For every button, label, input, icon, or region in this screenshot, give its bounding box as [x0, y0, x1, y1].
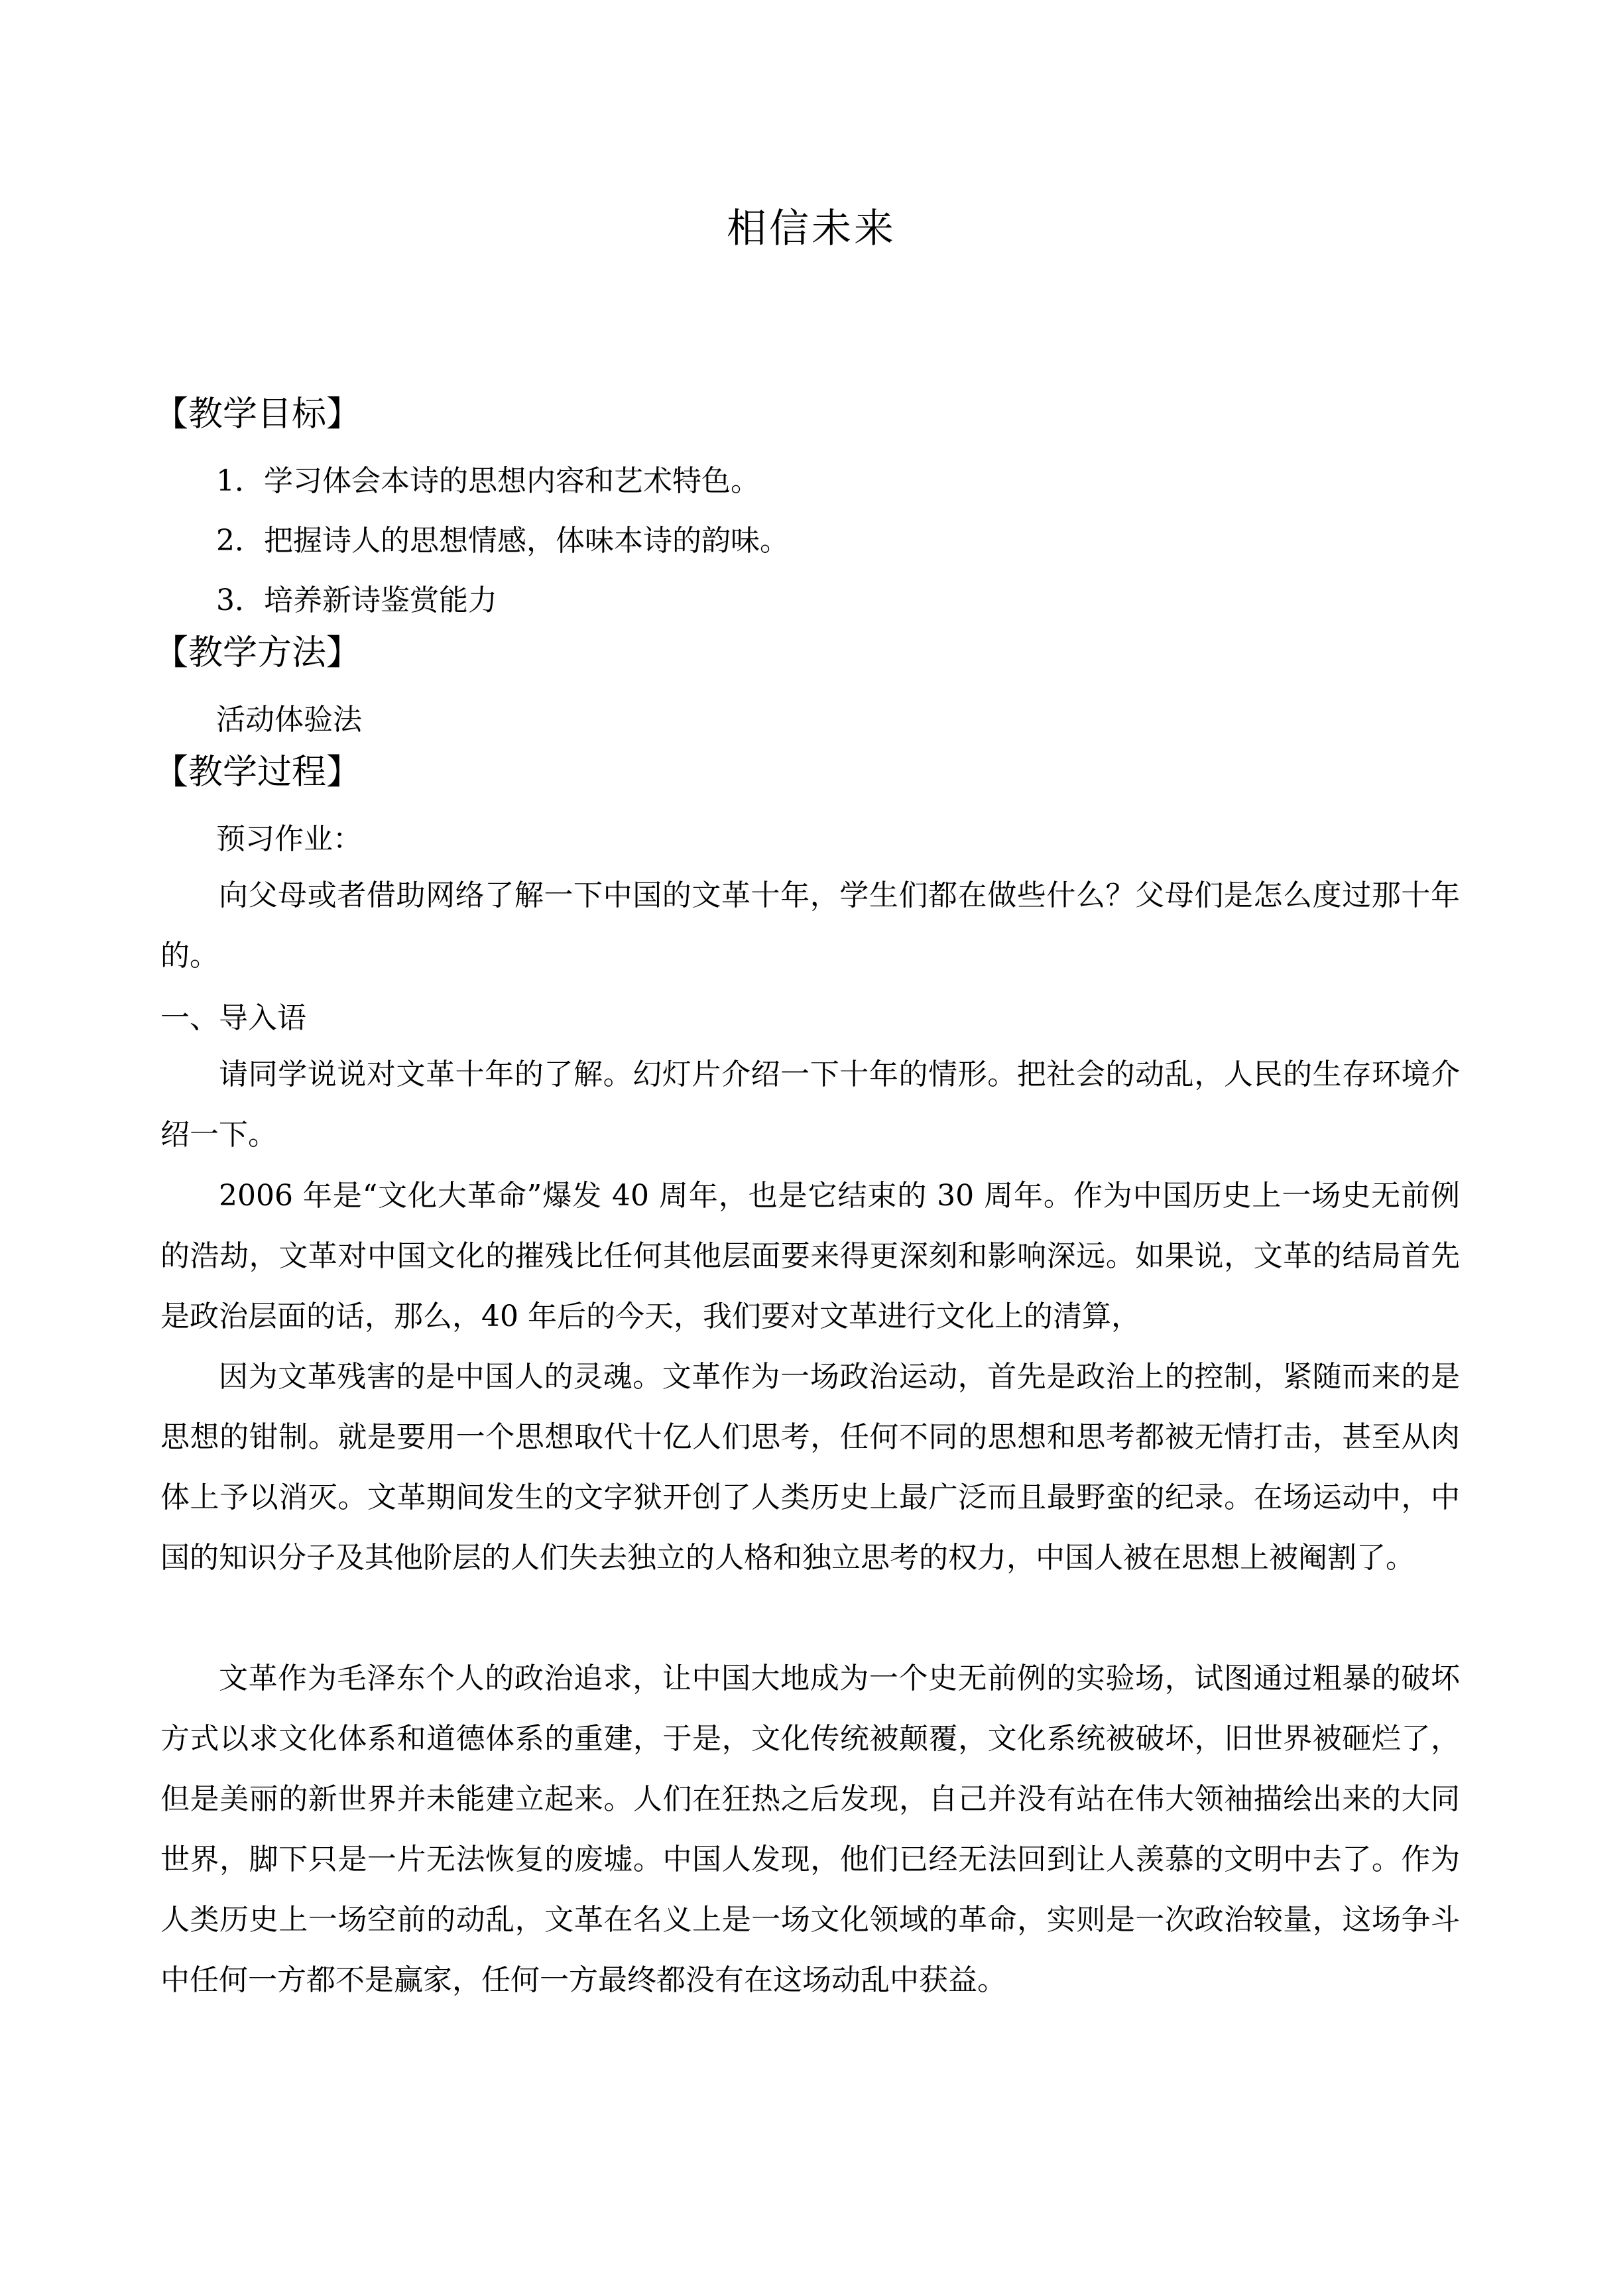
- heading-teaching-method: 【教学方法】: [154, 633, 361, 673]
- paragraph-1: 请同学说说对文革十年的了解。幻灯片介绍一下十年的情形。把社会的动乱，人民的生存环境介绍一下。: [160, 1057, 1460, 1152]
- preview-homework-label: 预习作业：: [216, 822, 362, 856]
- objective-item-3: 3．培养新诗鉴赏能力: [216, 583, 497, 617]
- paragraph-3: 因为文革残害的是中国人的灵魂。文革作为一场政治运动，首先是政治上的控制，紧随而来的是思想的钳制。就是要用一个思想取代十亿人们思考，任何不同的思想和思考都被无情打击，甚至从肉体上予以消灭。文革期间发生的文字狱开创了人类历史上最广泛而且最野蛮的纪录。在场运动中，中国的知识分子及其他阶层的人们失去独立的人格和独立思考的权力，中国人被在思想上被阉割了。: [160, 1360, 1460, 1575]
- paragraph-2: 2006 年是“文化大革命”爆发 40 周年，也是它结束的 30 周年。作为中国历史上一场史无前例的浩劫，文革对中国文化的摧残比任何其他层面要来得更深刻和影响深远。如果说，文革的结局首先是政治层面的话，那么，40 年后的今天，我们要对文革进行文化上的清算，: [160, 1179, 1460, 1333]
- objective-item-1: 1．学习体会本诗的思想内容和艺术特色。: [216, 464, 760, 498]
- paragraph-4: 文革作为毛泽东个人的政治追求，让中国大地成为一个史无前例的实验场，试图通过粗暴的破坏方式以求文化体系和道德体系的重建，于是，文化传统被颠覆，文化系统被破坏，旧世界被砸烂了，但是美丽的新世界并未能建立起来。人们在狂热之后发现，自己并没有站在伟大领袖描绘出来的大同世界，脚下只是一片无法恢复的废墟。中国人发现，他们已经无法回到让人羡慕的文明中去了。作为人类历史上一场空前的动乱，文革在名义上是一场文化领域的革命，实则是一次政治较量，这场争斗中任何一方都不是赢家，任何一方最终都没有在这场动乱中获益。: [160, 1662, 1460, 1997]
- intro-heading: 一、导入语: [160, 1001, 306, 1035]
- heading-teaching-objectives: 【教学目标】: [154, 394, 361, 434]
- heading-teaching-process: 【教学过程】: [154, 753, 361, 792]
- objective-item-2: 2．把握诗人的思想情感，体味本诗的韵味。: [216, 524, 789, 558]
- teaching-method-text: 活动体验法: [216, 703, 362, 737]
- document-title: 相信未来: [727, 206, 896, 252]
- preview-homework-paragraph: 向父母或者借助网络了解一下中国的文革十年，学生们都在做些什么？父母们是怎么度过那十年的。: [160, 878, 1460, 973]
